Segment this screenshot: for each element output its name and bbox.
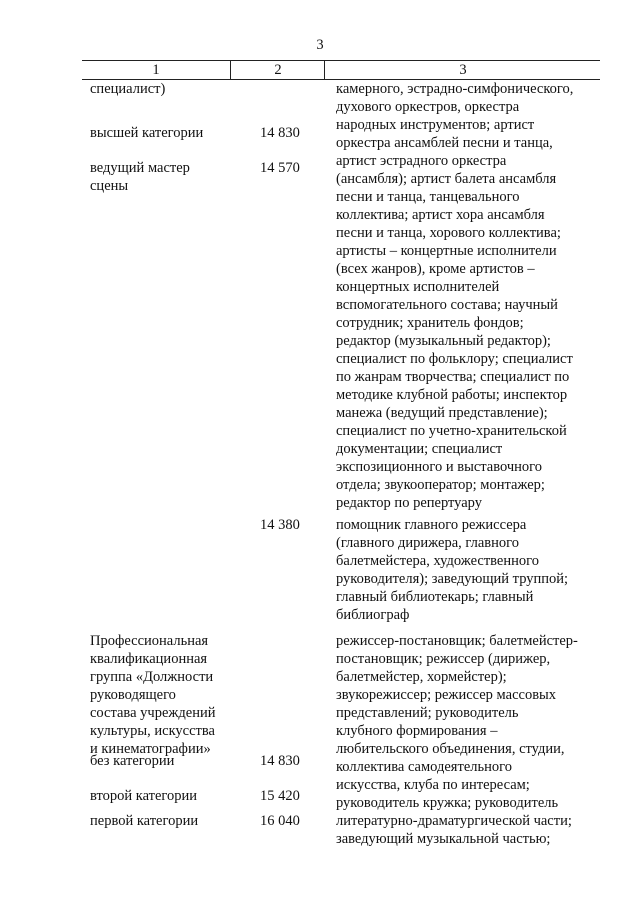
col3-positions-block-1: камерного, эстрадно-симфонического, духового оркестров, оркестра народных инструментов; артист оркестра ансамблей песни и танца, артист эстрадного оркестра (ансамбля); артист балета ансамбля песни и танца, танцевального коллектива; артист хора ансамбля песни и танца, хорового коллектива; артисты – концертные исполнители (всех жанров), кроме артистов – концертных исполнителей вспомогательного состава; научный сотрудник; хранитель фондов; редактор (музыкальный редактор); специалист по фольклору; специалист по жанрам творчества; специалист по методике клубной работы; инспектор манежа (ведущий представление); специалист по учетно-хранительской документации; специалист экспозиционного и выставочного отдела; звукооператор; монтажер; редактор по репертуару <box>336 81 574 511</box>
col2-salary-3: 14 380 <box>260 517 300 533</box>
table-header <box>82 60 600 80</box>
col2-salary-6: 16 040 <box>260 813 300 829</box>
col2-salary-2: 14 570 <box>260 160 300 176</box>
header-col-3: 3 <box>324 61 601 79</box>
header-col-2: 2 <box>230 61 325 79</box>
col1-lead-stage-master: ведущий мастер сцены <box>90 160 190 194</box>
col3-positions-block-2: помощник главного режиссера (главного дирижера, главного балетмейстера, художественного руководителя); заведующий труппой; главный библиотекарь; главный библиограф <box>336 517 569 623</box>
col1-first-category: первой категории <box>90 813 199 829</box>
col2-salary-1: 14 830 <box>260 125 300 141</box>
col1-highest-category: высшей категории <box>90 125 204 141</box>
col2-salary-5: 15 420 <box>260 788 300 804</box>
col1-specialist: специалист) <box>90 81 166 97</box>
col3-positions-block-3: режиссер-постановщик; балетмейстер- постановщик; режиссер (дирижер, балетмейстер, хормейстер); звукорежиссер; режиссер массовых представлений; руководитель клубного формирования – любительского объединения, студии, коллектива самодеятельного искусства, клуба по интересам; руководитель кружка; руководитель литературно-драматургической части; заведующий музыкальной частью; <box>336 633 578 847</box>
col2-salary-4: 14 830 <box>260 753 300 769</box>
col1-qualification-group: Профессиональная квалификационная группа «Должности руководящего состава учреждений культуры, искусства и кинематографии» <box>90 633 216 757</box>
col1-no-category: без категории <box>90 753 175 769</box>
page-number: 3 <box>316 37 324 53</box>
header-col-1: 1 <box>152 62 160 78</box>
col1-second-category: второй категории <box>90 788 198 804</box>
